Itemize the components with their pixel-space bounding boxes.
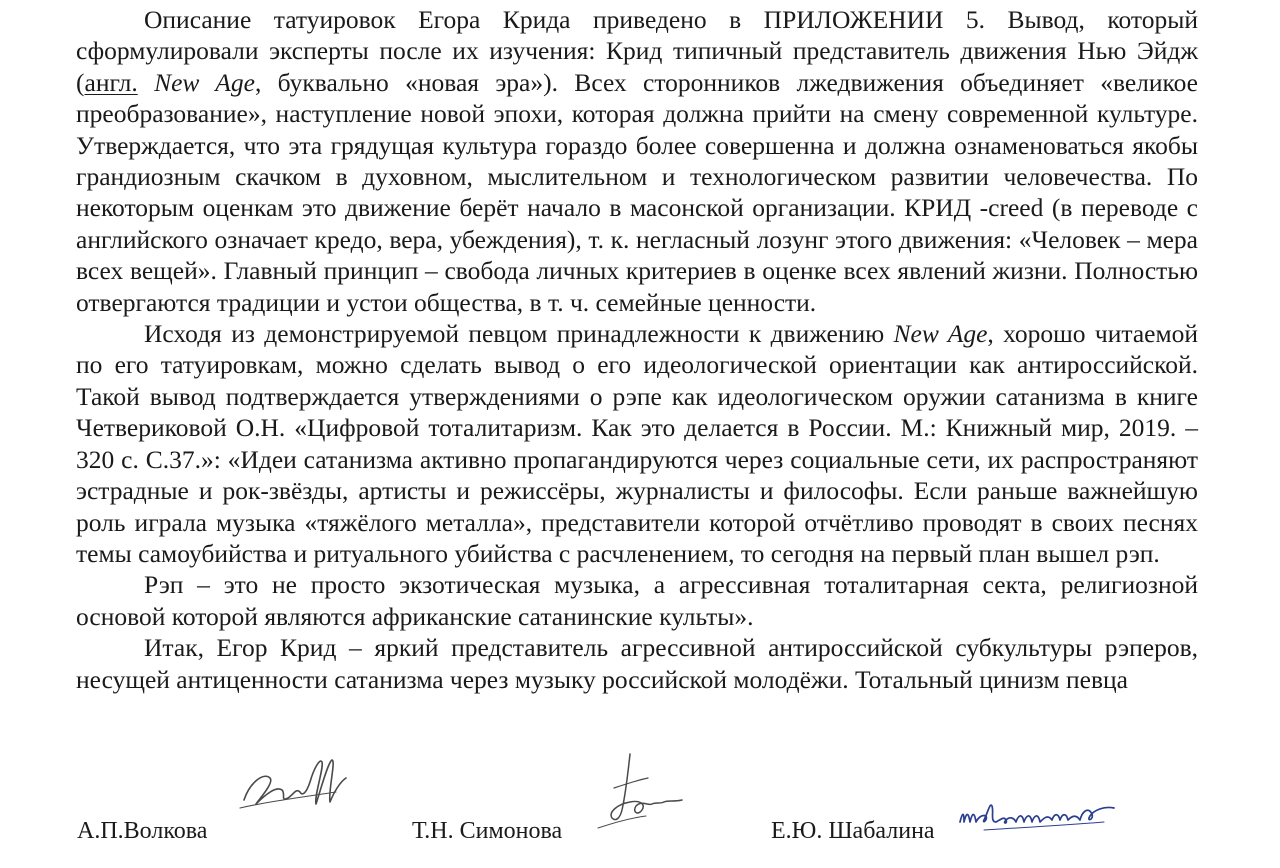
paragraph-2: [76, 318, 1198, 569]
paragraph-1-text-b: , буквально «новая эра»). Всех сторонников лжедвижения объединяет «великое преобразование», наступление новой эпохи, которая должна прийти на смену современной культуре. Утверждается, что эта грядущая культура гораздо более совершенна и должна ознаменоваться якобы грандиозным скачком в духовном, мыслительном и технологическом развитии человечества. По некоторым оценкам это движение берёт начало в масонской организации. КРИД -creed (в переводе с английского означает кредо, вера, убеждения), т. к. негласный лозунг этого движения: «Человек – мера всех вещей». Главный принцип – свобода личных критериев в оценке всех явлений жизни. Полностью отвергаются традиции и устои общества, в т. ч. семейные ценности.: [76, 67, 1199, 317]
paragraph-3-text: Рэп – это не просто экзотическая музыка, а агрессивная тоталитарная секта, религиозной основой которой являются африканские сатанинские культы».: [76, 570, 1198, 631]
term-new-age: New Age: [154, 67, 255, 97]
paragraph-2-text-a: Исходя из демонстрируемой певцом принадлежности к движению: [144, 319, 894, 349]
paragraph-1-space: [138, 68, 154, 97]
paragraph-1: [76, 4, 1198, 318]
paragraph-4: [76, 632, 1198, 695]
signature-block: [0, 740, 1280, 868]
signer-name-shabalina: Е.Ю. Шабалина: [771, 818, 935, 844]
paragraph-3: [76, 569, 1198, 632]
abbreviation-angl: англ.: [84, 67, 138, 97]
signer-name-volkova: А.П.Волкова: [77, 818, 208, 844]
handwritten-signature-shabalina: [954, 792, 1124, 840]
signer-name-simonova: Т.Н. Симонова: [412, 818, 563, 844]
paragraph-1-text-a: Описание татуировок Егора Крида приведено в ПРИЛОЖЕНИИ 5. Вывод, который сформулировали эксперты после их изучения: Крид типичный представитель движения Нью Эйдж (: [76, 5, 1198, 97]
paragraph-2-text-b: , хорошо читаемой по его татуировкам, можно сделать вывод о его идеологической ориентации как антироссийской. Такой вывод подтверждается утверждениями о рэпе как идеологическом оружии сатанизма в книге Четвериковой О.Н. «Цифровой тоталитаризм. Как это делается в России. М.: Книжный мир, 2019. – 320 с. С.37.»: «Идеи сатанизма активно пропагандируются через социальные сети, их распространяют эстрадные и рок-звёзды, артисты и режиссёры, журналисты и философы. Если раньше важнейшую роль играла музыка «тяжёлого металла», представители которой отчётливо проводят в своих песнях темы самоубийства и ритуального убийства с расчленением, то сегодня на первый план вышел рэп.: [76, 319, 1198, 568]
handwritten-signature-simonova: [596, 748, 696, 834]
handwritten-signature-volkova: [236, 752, 356, 822]
paragraph-4-text: Итак, Егор Крид – яркий представитель агрессивной антироссийской субкультуры рэперов, несущей антиценности сатанизма через музыку российской молодёжи. Тотальный цинизм певца: [76, 633, 1198, 694]
term-new-age: New Age: [893, 319, 988, 349]
document-body: [76, 4, 1198, 695]
